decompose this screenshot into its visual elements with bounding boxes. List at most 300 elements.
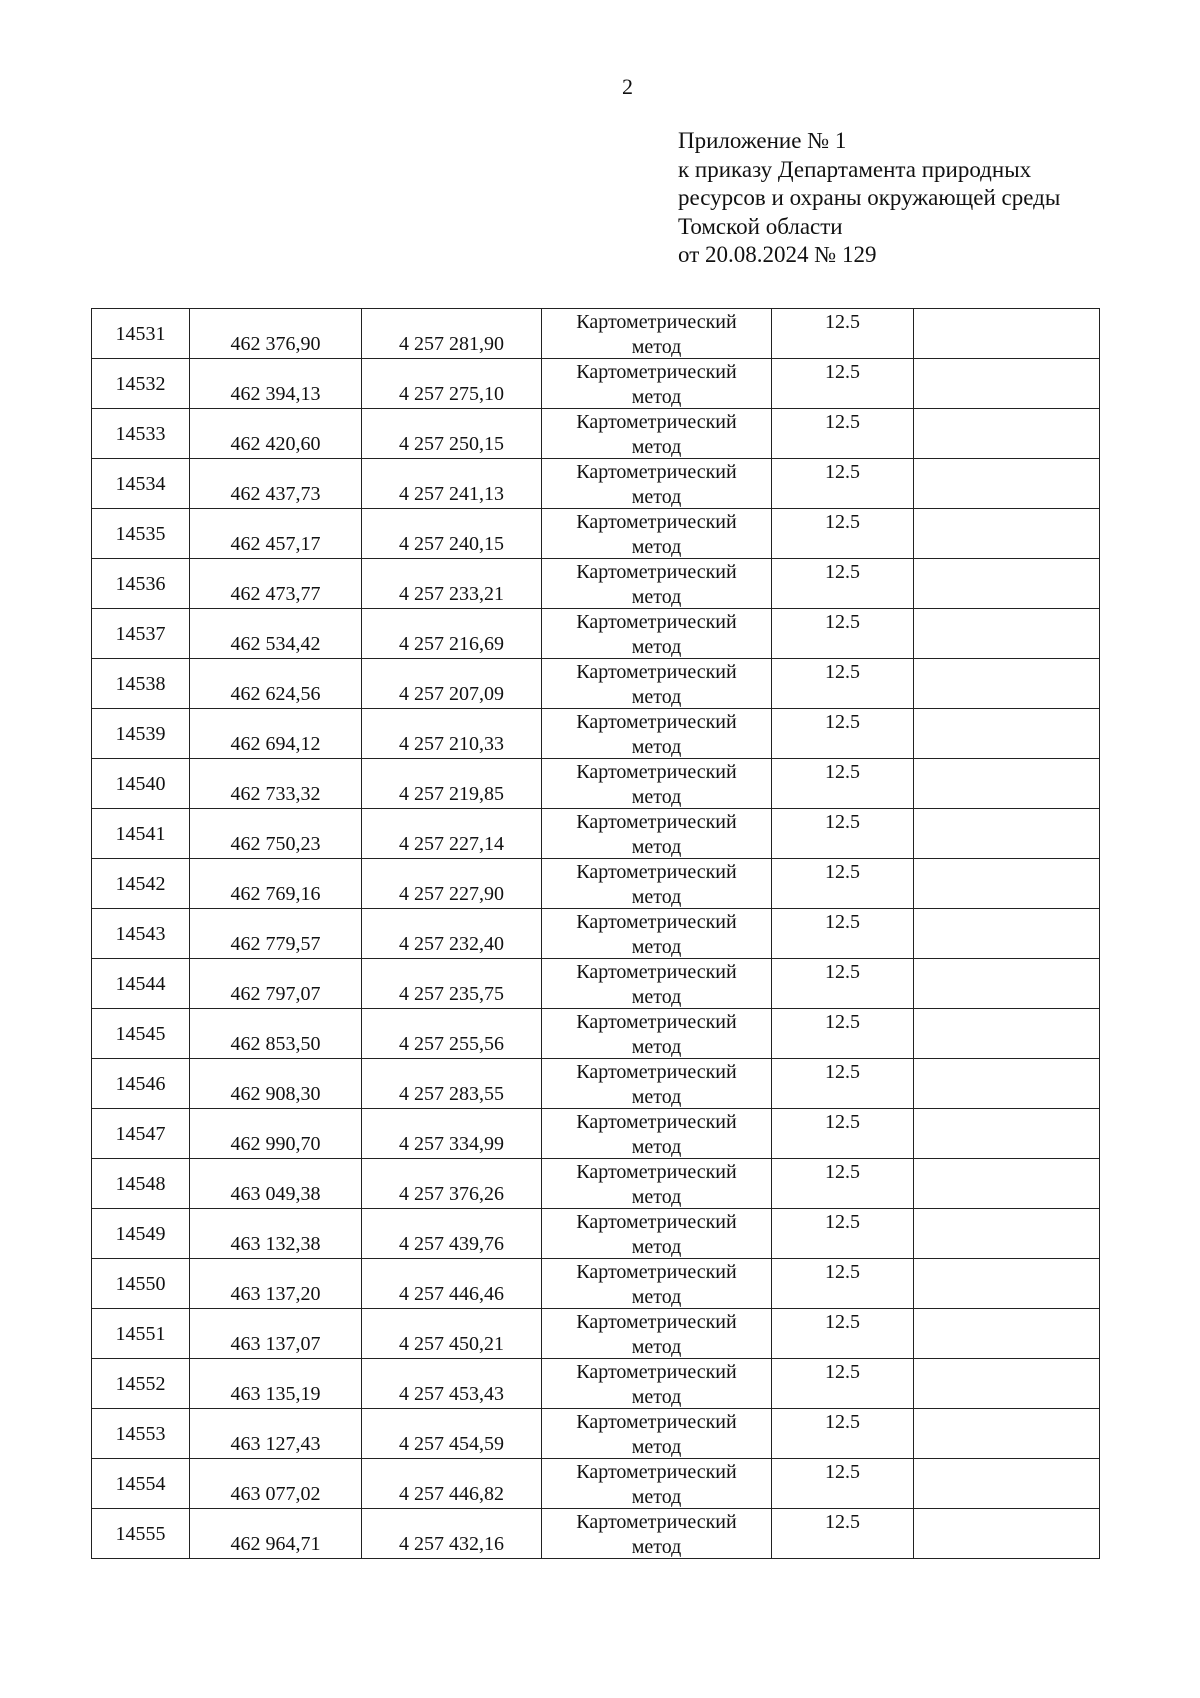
x-coordinate-cell [190, 609, 362, 659]
precision-value: 12.5 [825, 1311, 860, 1333]
y-coordinate: 4 257 334,99 [399, 1133, 504, 1155]
x-coordinate: 462 853,50 [230, 1033, 321, 1055]
method-cell [542, 1259, 772, 1309]
method-line-1: Картометрический [576, 511, 737, 533]
extra-cell [914, 1259, 1100, 1309]
point-id-cell [92, 1109, 190, 1159]
precision-cell [772, 859, 914, 909]
precision-value: 12.5 [825, 1061, 860, 1083]
point-id-cell [92, 959, 190, 1009]
extra-cell [914, 359, 1100, 409]
precision-cell [772, 1159, 914, 1209]
point-id: 14541 [115, 823, 166, 845]
method-cell [542, 509, 772, 559]
method-line-1: Картометрический [576, 1461, 737, 1483]
precision-value: 12.5 [825, 1011, 860, 1033]
table-row [92, 609, 1100, 659]
method-line-1: Картометрический [576, 1361, 737, 1383]
extra-cell [914, 859, 1100, 909]
method-line-2: метод [631, 486, 682, 508]
point-id-cell [92, 359, 190, 409]
point-id-cell [92, 559, 190, 609]
method-line-1: Картометрический [576, 961, 737, 983]
point-id-cell [92, 1059, 190, 1109]
method-line-2: метод [631, 386, 682, 408]
precision-cell [772, 909, 914, 959]
method-line-2: метод [631, 936, 682, 958]
x-coordinate-cell [190, 1409, 362, 1459]
extra-cell [914, 1209, 1100, 1259]
precision-value: 12.5 [825, 311, 860, 333]
method-line-1: Картометрический [576, 1261, 737, 1283]
method-line-2: метод [631, 686, 682, 708]
x-coordinate-cell [190, 709, 362, 759]
y-coordinate-cell [362, 1159, 542, 1209]
y-coordinate-cell [362, 959, 542, 1009]
x-coordinate: 462 534,42 [230, 633, 321, 655]
point-id-cell [92, 859, 190, 909]
table-row [92, 859, 1100, 909]
y-coordinate-cell [362, 309, 542, 359]
table-row [92, 1159, 1100, 1209]
point-id-cell [92, 1309, 190, 1359]
method-cell [542, 959, 772, 1009]
x-coordinate: 462 473,77 [230, 583, 321, 605]
method-cell [542, 559, 772, 609]
precision-cell [772, 1059, 914, 1109]
method-line-2: метод [631, 336, 682, 358]
x-coordinate: 462 964,71 [230, 1533, 321, 1555]
table-row [92, 359, 1100, 409]
point-id: 14554 [115, 1473, 166, 1495]
method-line-2: метод [631, 636, 682, 658]
point-id: 14552 [115, 1373, 166, 1395]
point-id-cell [92, 459, 190, 509]
x-coordinate: 462 797,07 [230, 983, 321, 1005]
table-row [92, 909, 1100, 959]
method-cell [542, 309, 772, 359]
point-id-cell [92, 1459, 190, 1509]
y-coordinate-cell [362, 1009, 542, 1059]
point-id: 14531 [115, 323, 166, 345]
method-line-2: метод [631, 1386, 682, 1408]
precision-value: 12.5 [825, 411, 860, 433]
method-line-1: Картометрический [576, 711, 737, 733]
precision-value: 12.5 [825, 511, 860, 533]
point-id: 14533 [115, 423, 166, 445]
method-line-1: Картометрический [576, 1411, 737, 1433]
precision-value: 12.5 [825, 1261, 860, 1283]
table-row [92, 1409, 1100, 1459]
method-cell [542, 1209, 772, 1259]
method-line-1: Картометрический [576, 811, 737, 833]
x-coordinate: 462 733,32 [230, 783, 321, 805]
method-cell [542, 459, 772, 509]
method-line-2: метод [631, 986, 682, 1008]
appendix-title: Приложение № 1 [678, 128, 847, 153]
x-coordinate-cell [190, 509, 362, 559]
extra-cell [914, 409, 1100, 459]
y-coordinate: 4 257 241,13 [399, 483, 504, 505]
method-line-1: Картометрический [576, 461, 737, 483]
extra-cell [914, 559, 1100, 609]
method-cell [542, 809, 772, 859]
y-coordinate: 4 257 376,26 [399, 1183, 504, 1205]
extra-cell [914, 909, 1100, 959]
extra-cell [914, 459, 1100, 509]
y-coordinate-cell [362, 559, 542, 609]
precision-value: 12.5 [825, 1111, 860, 1133]
precision-value: 12.5 [825, 611, 860, 633]
precision-cell [772, 309, 914, 359]
x-coordinate-cell [190, 809, 362, 859]
table-row [92, 559, 1100, 609]
y-coordinate-cell [362, 1059, 542, 1109]
method-line-1: Картометрический [576, 1511, 737, 1533]
x-coordinate: 462 394,13 [230, 383, 321, 405]
method-cell [542, 1309, 772, 1359]
precision-cell [772, 1309, 914, 1359]
method-line-2: метод [631, 836, 682, 858]
y-coordinate-cell [362, 859, 542, 909]
y-coordinate-cell [362, 1509, 542, 1559]
method-cell [542, 759, 772, 809]
precision-value: 12.5 [825, 811, 860, 833]
y-coordinate: 4 257 450,21 [399, 1333, 504, 1355]
precision-cell [772, 509, 914, 559]
point-id: 14540 [115, 773, 166, 795]
table-row [92, 759, 1100, 809]
table-row [92, 709, 1100, 759]
point-id: 14532 [115, 373, 166, 395]
y-coordinate-cell [362, 1459, 542, 1509]
method-cell [542, 1409, 772, 1459]
precision-value: 12.5 [825, 961, 860, 983]
x-coordinate-cell [190, 1309, 362, 1359]
method-line-1: Картометрический [576, 661, 737, 683]
point-id-cell [92, 609, 190, 659]
x-coordinate: 463 137,20 [230, 1283, 321, 1305]
y-coordinate-cell [362, 1209, 542, 1259]
precision-cell [772, 1009, 914, 1059]
x-coordinate-cell [190, 1109, 362, 1159]
point-id-cell [92, 709, 190, 759]
method-cell [542, 609, 772, 659]
precision-value: 12.5 [825, 1161, 860, 1183]
y-coordinate-cell [362, 359, 542, 409]
y-coordinate-cell [362, 759, 542, 809]
x-coordinate-cell [190, 759, 362, 809]
table-row [92, 459, 1100, 509]
precision-cell [772, 759, 914, 809]
y-coordinate: 4 257 453,43 [399, 1383, 504, 1405]
x-coordinate-cell [190, 859, 362, 909]
y-coordinate-cell [362, 1359, 542, 1409]
extra-cell [914, 709, 1100, 759]
method-line-2: метод [631, 1286, 682, 1308]
precision-cell [772, 359, 914, 409]
point-id-cell [92, 759, 190, 809]
precision-cell [772, 1109, 914, 1159]
precision-cell [772, 809, 914, 859]
extra-cell [914, 509, 1100, 559]
method-line-1: Картометрический [576, 611, 737, 633]
table-row [92, 1209, 1100, 1259]
precision-value: 12.5 [825, 661, 860, 683]
y-coordinate: 4 257 255,56 [399, 1033, 504, 1055]
y-coordinate: 4 257 250,15 [399, 433, 504, 455]
x-coordinate: 463 135,19 [230, 1383, 321, 1405]
method-line-1: Картометрический [576, 1011, 737, 1033]
appendix-department-line: ресурсов и охраны окружающей среды [678, 185, 1061, 210]
x-coordinate: 462 750,23 [230, 833, 321, 855]
point-id-cell [92, 409, 190, 459]
precision-cell [772, 559, 914, 609]
x-coordinate-cell [190, 1159, 362, 1209]
method-cell [542, 359, 772, 409]
precision-value: 12.5 [825, 911, 860, 933]
method-line-2: метод [631, 586, 682, 608]
x-coordinate: 462 779,57 [230, 933, 321, 955]
extra-cell [914, 1309, 1100, 1359]
extra-cell [914, 1159, 1100, 1209]
point-id: 14555 [115, 1523, 166, 1545]
point-id: 14538 [115, 673, 166, 695]
x-coordinate-cell [190, 1509, 362, 1559]
precision-value: 12.5 [825, 1461, 860, 1483]
y-coordinate: 4 257 207,09 [399, 683, 504, 705]
precision-value: 12.5 [825, 1511, 860, 1533]
x-coordinate-cell [190, 409, 362, 459]
method-line-1: Картометрический [576, 1211, 737, 1233]
y-coordinate: 4 257 235,75 [399, 983, 504, 1005]
table-row [92, 1109, 1100, 1159]
point-id-cell [92, 1009, 190, 1059]
y-coordinate: 4 257 240,15 [399, 533, 504, 555]
point-id: 14534 [115, 473, 166, 495]
method-line-2: метод [631, 1186, 682, 1208]
point-id: 14539 [115, 723, 166, 745]
appendix-header [678, 127, 1060, 270]
point-id-cell [92, 309, 190, 359]
extra-cell [914, 1109, 1100, 1159]
point-id-cell [92, 1409, 190, 1459]
table-row [92, 959, 1100, 1009]
method-cell [542, 1109, 772, 1159]
precision-cell [772, 1409, 914, 1459]
precision-value: 12.5 [825, 1411, 860, 1433]
y-coordinate: 4 257 283,55 [399, 1083, 504, 1105]
y-coordinate: 4 257 232,40 [399, 933, 504, 955]
point-id-cell [92, 1159, 190, 1209]
y-coordinate: 4 257 446,46 [399, 1283, 504, 1305]
appendix-region-line: Томской области [678, 213, 843, 239]
extra-cell [914, 1059, 1100, 1109]
method-line-1: Картометрический [576, 311, 737, 333]
x-coordinate-cell [190, 359, 362, 409]
table-row [92, 509, 1100, 559]
point-id: 14544 [115, 973, 166, 995]
extra-cell [914, 1409, 1100, 1459]
y-coordinate-cell [362, 509, 542, 559]
table-row [92, 659, 1100, 709]
y-coordinate-cell [362, 809, 542, 859]
point-id-cell [92, 509, 190, 559]
method-line-2: метод [631, 886, 682, 908]
method-line-1: Картометрический [576, 1161, 737, 1183]
point-id: 14548 [115, 1173, 166, 1195]
extra-cell [914, 959, 1100, 1009]
method-line-2: метод [631, 1536, 682, 1558]
precision-cell [772, 1459, 914, 1509]
y-coordinate: 4 257 227,14 [399, 833, 504, 855]
precision-value: 12.5 [825, 861, 860, 883]
method-line-1: Картометрический [576, 411, 737, 433]
y-coordinate: 4 257 446,82 [399, 1483, 504, 1505]
appendix-date-line: от 20.08.2024 № 129 [678, 242, 877, 267]
extra-cell [914, 809, 1100, 859]
method-cell [542, 1509, 772, 1559]
method-line-2: метод [631, 436, 682, 458]
point-id-cell [92, 659, 190, 709]
table-row [92, 1259, 1100, 1309]
point-id-cell [92, 909, 190, 959]
method-line-2: метод [631, 1336, 682, 1358]
y-coordinate: 4 257 216,69 [399, 633, 504, 655]
x-coordinate: 462 420,60 [230, 433, 321, 455]
point-id: 14550 [115, 1273, 166, 1295]
point-id: 14545 [115, 1023, 166, 1045]
point-id: 14535 [115, 523, 166, 545]
point-id: 14547 [115, 1123, 166, 1145]
table-row [92, 1309, 1100, 1359]
y-coordinate: 4 257 439,76 [399, 1233, 504, 1255]
point-id: 14542 [115, 873, 166, 895]
precision-cell [772, 609, 914, 659]
method-cell [542, 659, 772, 709]
coordinates-table [91, 308, 1100, 1559]
method-line-2: метод [631, 1086, 682, 1108]
x-coordinate: 463 077,02 [230, 1483, 321, 1505]
point-id: 14543 [115, 923, 166, 945]
precision-cell [772, 409, 914, 459]
method-cell [542, 409, 772, 459]
point-id: 14537 [115, 623, 166, 645]
y-coordinate-cell [362, 659, 542, 709]
precision-cell [772, 659, 914, 709]
precision-value: 12.5 [825, 761, 860, 783]
x-coordinate: 463 132,38 [230, 1233, 321, 1255]
x-coordinate-cell [190, 559, 362, 609]
method-line-1: Картометрический [576, 1311, 737, 1333]
x-coordinate-cell [190, 1059, 362, 1109]
y-coordinate: 4 257 275,10 [399, 383, 504, 405]
x-coordinate: 462 457,17 [230, 533, 321, 555]
method-cell [542, 1459, 772, 1509]
precision-cell [772, 709, 914, 759]
y-coordinate: 4 257 281,90 [399, 333, 504, 355]
y-coordinate-cell [362, 909, 542, 959]
point-id-cell [92, 1359, 190, 1409]
x-coordinate-cell [190, 659, 362, 709]
method-line-1: Картометрический [576, 361, 737, 383]
y-coordinate-cell [362, 609, 542, 659]
method-cell [542, 1009, 772, 1059]
y-coordinate-cell [362, 409, 542, 459]
method-cell [542, 1059, 772, 1109]
table-row [92, 1509, 1100, 1559]
method-line-1: Картометрический [576, 911, 737, 933]
x-coordinate-cell [190, 1209, 362, 1259]
extra-cell [914, 1009, 1100, 1059]
precision-value: 12.5 [825, 361, 860, 383]
x-coordinate: 462 908,30 [230, 1083, 321, 1105]
extra-cell [914, 1509, 1100, 1559]
x-coordinate-cell [190, 1359, 362, 1409]
table-row [92, 309, 1100, 359]
x-coordinate-cell [190, 1009, 362, 1059]
method-line-2: метод [631, 1486, 682, 1508]
method-cell [542, 909, 772, 959]
precision-value: 12.5 [825, 1361, 860, 1383]
precision-cell [772, 1359, 914, 1409]
method-line-1: Картометрический [576, 561, 737, 583]
method-line-2: метод [631, 1436, 682, 1458]
x-coordinate-cell [190, 309, 362, 359]
table-row [92, 409, 1100, 459]
extra-cell [914, 1459, 1100, 1509]
table-row [92, 1009, 1100, 1059]
point-id: 14553 [115, 1423, 166, 1445]
point-id: 14549 [115, 1223, 166, 1245]
x-coordinate: 462 990,70 [230, 1133, 321, 1155]
method-line-2: метод [631, 786, 682, 808]
method-line-1: Картометрический [576, 1111, 737, 1133]
x-coordinate-cell [190, 909, 362, 959]
y-coordinate-cell [362, 1109, 542, 1159]
y-coordinate: 4 257 233,21 [399, 583, 504, 605]
point-id-cell [92, 1259, 190, 1309]
y-coordinate-cell [362, 709, 542, 759]
y-coordinate-cell [362, 1409, 542, 1459]
x-coordinate: 462 624,56 [230, 683, 321, 705]
precision-cell [772, 1509, 914, 1559]
y-coordinate-cell [362, 459, 542, 509]
precision-cell [772, 1259, 914, 1309]
coordinates-table-body [92, 309, 1100, 1559]
extra-cell [914, 1359, 1100, 1409]
table-row [92, 1459, 1100, 1509]
page-number: 2 [622, 74, 633, 99]
method-line-2: метод [631, 1036, 682, 1058]
method-cell [542, 859, 772, 909]
method-line-2: метод [631, 1236, 682, 1258]
method-line-2: метод [631, 536, 682, 558]
y-coordinate: 4 257 219,85 [399, 783, 504, 805]
y-coordinate: 4 257 210,33 [399, 733, 504, 755]
method-line-2: метод [631, 736, 682, 758]
x-coordinate: 462 769,16 [230, 883, 321, 905]
method-line-2: метод [631, 1136, 682, 1158]
precision-cell [772, 959, 914, 1009]
method-line-1: Картометрический [576, 1061, 737, 1083]
method-line-1: Картометрический [576, 761, 737, 783]
precision-cell [772, 1209, 914, 1259]
y-coordinate: 4 257 454,59 [399, 1433, 504, 1455]
point-id-cell [92, 809, 190, 859]
method-line-1: Картометрический [576, 861, 737, 883]
x-coordinate-cell [190, 1459, 362, 1509]
